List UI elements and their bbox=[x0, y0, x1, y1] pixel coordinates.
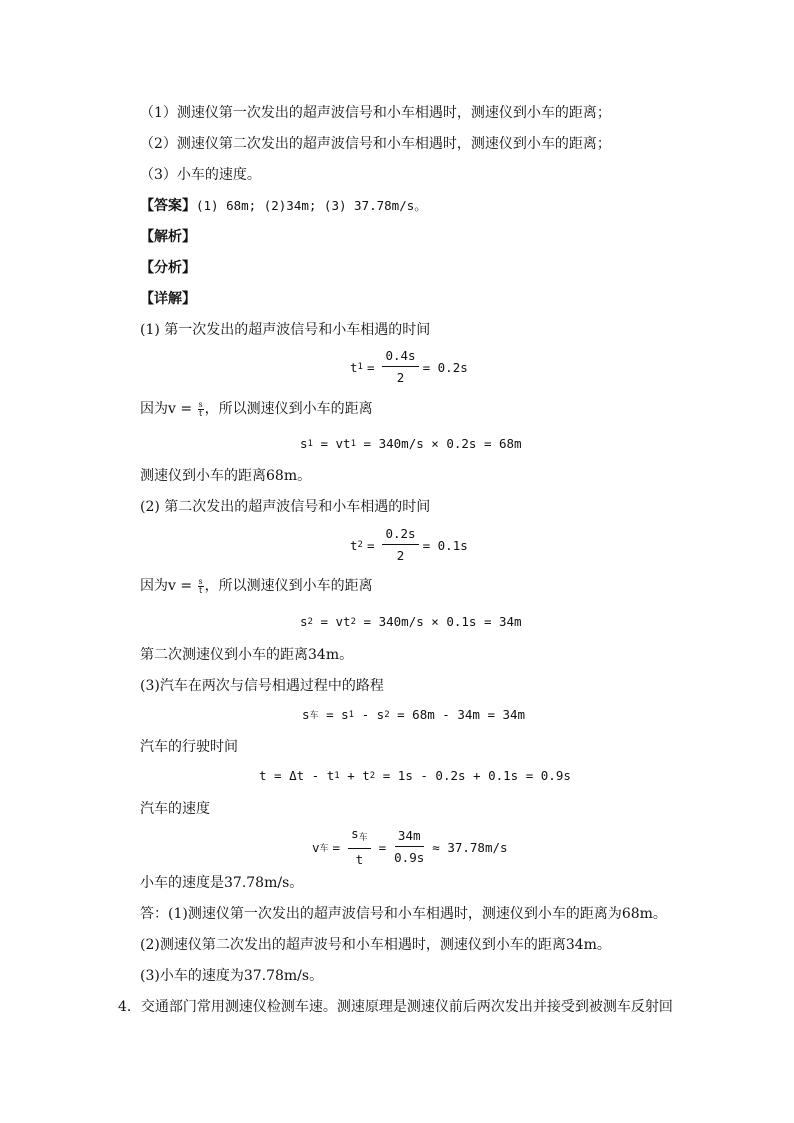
part3-conclusion: 小车的速度是37.78m/s。 bbox=[140, 875, 304, 891]
part1-because-prefix: 因为v = bbox=[140, 401, 197, 417]
part2-v-fraction bbox=[198, 578, 204, 595]
next-question-text: 4．交通部门常用测速仪检测车速。测速原理是测速仪前后两次发出并接受到被测车反射回 bbox=[118, 999, 673, 1015]
part2-because bbox=[140, 576, 373, 596]
fenxi-heading: 【分析】 bbox=[140, 260, 196, 276]
part1-conclusion: 测速仪到小车的距离68m。 bbox=[140, 468, 312, 484]
part3-s-symbol: s bbox=[302, 707, 310, 722]
part3-s-sub: 车 bbox=[309, 711, 319, 721]
part1-v-frac-num: s bbox=[198, 399, 203, 409]
part2-v-frac-den: t bbox=[198, 585, 203, 595]
answer-line bbox=[140, 196, 427, 216]
part1-time-denominator: 2 bbox=[396, 370, 405, 385]
part1-s-sub: 1 bbox=[307, 438, 313, 449]
part3-distance-equation bbox=[302, 707, 525, 722]
part3-t2-sub: 2 bbox=[369, 770, 376, 781]
part1-time-numerator: 0.4s bbox=[382, 348, 418, 367]
part1-v-fraction bbox=[198, 401, 204, 418]
final-answer-1: 答：(1)测速仪第一次发出的超声波信号和小车相遇时，测速仪到小车的距离为68m。 bbox=[140, 906, 667, 922]
part3-t1-sub: 1 bbox=[334, 770, 340, 781]
answer-text: (1) 68m; (2)34m; (3) 37.78m/s。 bbox=[196, 198, 427, 213]
part3-speed-result: ≈ 37.78m/s bbox=[432, 839, 508, 855]
part3-f1-denominator: t bbox=[355, 852, 364, 867]
part1-t-symbol: t bbox=[350, 359, 358, 375]
part3-time-equation bbox=[259, 768, 571, 783]
part1-t-sub: 1 bbox=[357, 362, 363, 372]
part3-f1-num-sub: 车 bbox=[358, 833, 368, 843]
part3-speed-fraction-1 bbox=[348, 826, 371, 868]
part1-time-fraction bbox=[382, 348, 418, 386]
q3-text: （3）小车的速度。 bbox=[140, 167, 261, 183]
analysis-heading: 【解析】 bbox=[140, 229, 196, 245]
part3-t-eq-a: t = Δt - t bbox=[259, 768, 335, 783]
part3-f1-numerator bbox=[348, 826, 371, 849]
part3-f1-num-s: s bbox=[351, 826, 359, 841]
part3-t-eq-b: + t bbox=[339, 768, 370, 783]
part3-speed-label: 汽车的速度 bbox=[140, 801, 210, 817]
part3-f2-numerator: 34m bbox=[395, 828, 424, 847]
part1-vt-sub: 1 bbox=[350, 438, 357, 449]
part3-v-sub: 车 bbox=[319, 843, 329, 854]
part3-t-eq-c: = 1s - 0.2s + 0.1s = 0.9s bbox=[375, 768, 571, 783]
part3-s2-sub: 2 bbox=[384, 709, 390, 720]
part3-intro: (3)汽车在两次与信号相遇过程中的路程 bbox=[140, 678, 384, 694]
part2-t-sub: 2 bbox=[357, 540, 363, 550]
part3-f2-denominator: 0.9s bbox=[394, 850, 425, 865]
part3-s-minus: - s bbox=[354, 707, 385, 722]
part2-time-result: = 0.1s bbox=[422, 537, 468, 553]
part2-t-symbol: t bbox=[350, 537, 358, 553]
part1-s-symbol: s bbox=[300, 436, 308, 451]
part2-intro: (2) 第二次发出的超声波信号和小车相遇的时间 bbox=[140, 499, 431, 515]
part1-because-suffix: ，所以测速仪到小车的距离 bbox=[204, 401, 373, 417]
part2-distance-equation bbox=[300, 614, 522, 629]
part2-s-mid: = vt bbox=[312, 614, 351, 629]
part1-v-frac-den: t bbox=[198, 408, 203, 418]
part3-time-label: 汽车的行驶时间 bbox=[140, 739, 238, 755]
part2-time-numerator: 0.2s bbox=[382, 526, 418, 545]
part1-s-result: = 340m/s × 0.2s = 68m bbox=[356, 436, 522, 451]
part2-time-fraction bbox=[382, 526, 418, 564]
part3-s-eq: = s bbox=[318, 707, 349, 722]
part1-because bbox=[140, 399, 373, 419]
part1-time-result: = 0.2s bbox=[422, 359, 468, 375]
part1-s-mid: = vt bbox=[312, 436, 351, 451]
part2-s-sub: 2 bbox=[307, 616, 313, 627]
part2-s-result: = 340m/s × 0.1s = 34m bbox=[356, 614, 522, 629]
detail-heading: 【详解】 bbox=[140, 291, 196, 307]
part2-time-equation: t 2 = $\frac{0.2s}{2}$ = 0.1s bbox=[350, 526, 468, 563]
part3-speed-fraction-2 bbox=[394, 828, 424, 866]
part2-because-suffix: ，所以测速仪到小车的距离 bbox=[204, 578, 373, 594]
part2-because-prefix: 因为v = bbox=[140, 578, 197, 594]
part3-s1-sub: 1 bbox=[348, 709, 355, 720]
part1-time-equation: t 1 = $\frac{0.4s}{2}$ = 0.2s bbox=[350, 348, 468, 385]
part3-speed-equation: v 车 = $\frac{\text{s车}}{t}$ = $\frac{34m}{0.9s}$ ≈ 37.78m/s bbox=[312, 826, 508, 867]
final-answer-2: (2)测速仪第二次发出的超声波号和小车相遇时，测速仪到小车的距离34m。 bbox=[140, 937, 611, 953]
part2-time-denominator: 2 bbox=[396, 548, 405, 563]
part2-vt-sub: 2 bbox=[350, 616, 357, 627]
part1-distance-equation bbox=[300, 436, 522, 451]
q1-text: （1）测速仪第一次发出的超声波信号和小车相遇时，测速仪到小车的距离； bbox=[140, 105, 611, 121]
part2-conclusion: 第二次测速仪到小车的距离34m。 bbox=[140, 647, 354, 663]
part2-s-symbol: s bbox=[300, 614, 308, 629]
answer-label: 【答案】 bbox=[140, 198, 196, 214]
part3-s-result: = 68m - 34m = 34m bbox=[389, 707, 526, 722]
part2-v-frac-num: s bbox=[198, 576, 203, 586]
q2-text: （2）测速仪第二次发出的超声波信号和小车相遇时，测速仪到小车的距离； bbox=[140, 136, 611, 152]
part3-v-symbol: v bbox=[312, 839, 320, 855]
final-answer-3: (3)小车的速度为37.78m/s。 bbox=[140, 968, 324, 984]
part1-intro: (1) 第一次发出的超声波信号和小车相遇的时间 bbox=[140, 322, 431, 338]
